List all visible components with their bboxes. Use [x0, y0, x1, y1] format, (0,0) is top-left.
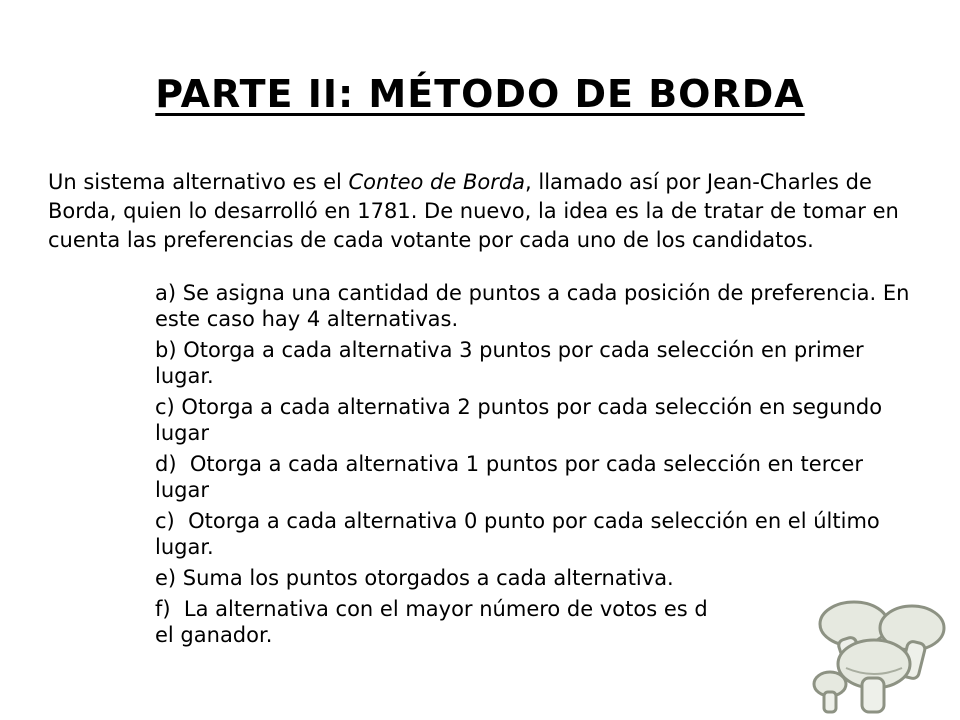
step-item-d: d) Otorga a cada alternativa 1 puntos por cada selección en tercer lugar — [155, 452, 870, 502]
slide-title — [0, 72, 960, 116]
step-list — [155, 280, 915, 653]
step-item-c: c) Otorga a cada alternativa 2 puntos por cada selección en segundo lugar — [155, 395, 889, 445]
step-item-f: f) La alternativa con el mayor número de votos es d el ganador. — [155, 597, 708, 647]
mushroom-front — [838, 640, 910, 712]
step-item-b: b) Otorga a cada alternativa 3 puntos por cada selección en primer lugar. — [155, 338, 871, 388]
intro-text-after: , llamado así por Jean-Charles de Borda, quien lo desarrolló en 1781. De nuevo, la idea es la de tratar de tomar en cuenta las preferencias de cada votante por cada uno de los candidatos. — [48, 170, 899, 252]
intro-paragraph — [48, 168, 928, 255]
slide-title-text: PARTE II: MÉTODO DE BORDA — [155, 72, 805, 116]
step-item-c-last: c) Otorga a cada alternativa 0 punto por cada selección en el último lugar. — [155, 509, 887, 559]
mushroom-small-left — [814, 672, 846, 712]
step-item-e: e) Suma los puntos otorgados a cada alternativa. — [155, 566, 674, 590]
mushrooms-clipart-icon — [812, 588, 952, 716]
step-item-a: a) Se asigna una cantidad de puntos a cada posición de preferencia. En este caso hay 4 alternativas. — [155, 281, 917, 331]
intro-text-before: Un sistema alternativo es el — [48, 170, 349, 194]
intro-emphasis: Conteo de Borda — [348, 170, 526, 194]
